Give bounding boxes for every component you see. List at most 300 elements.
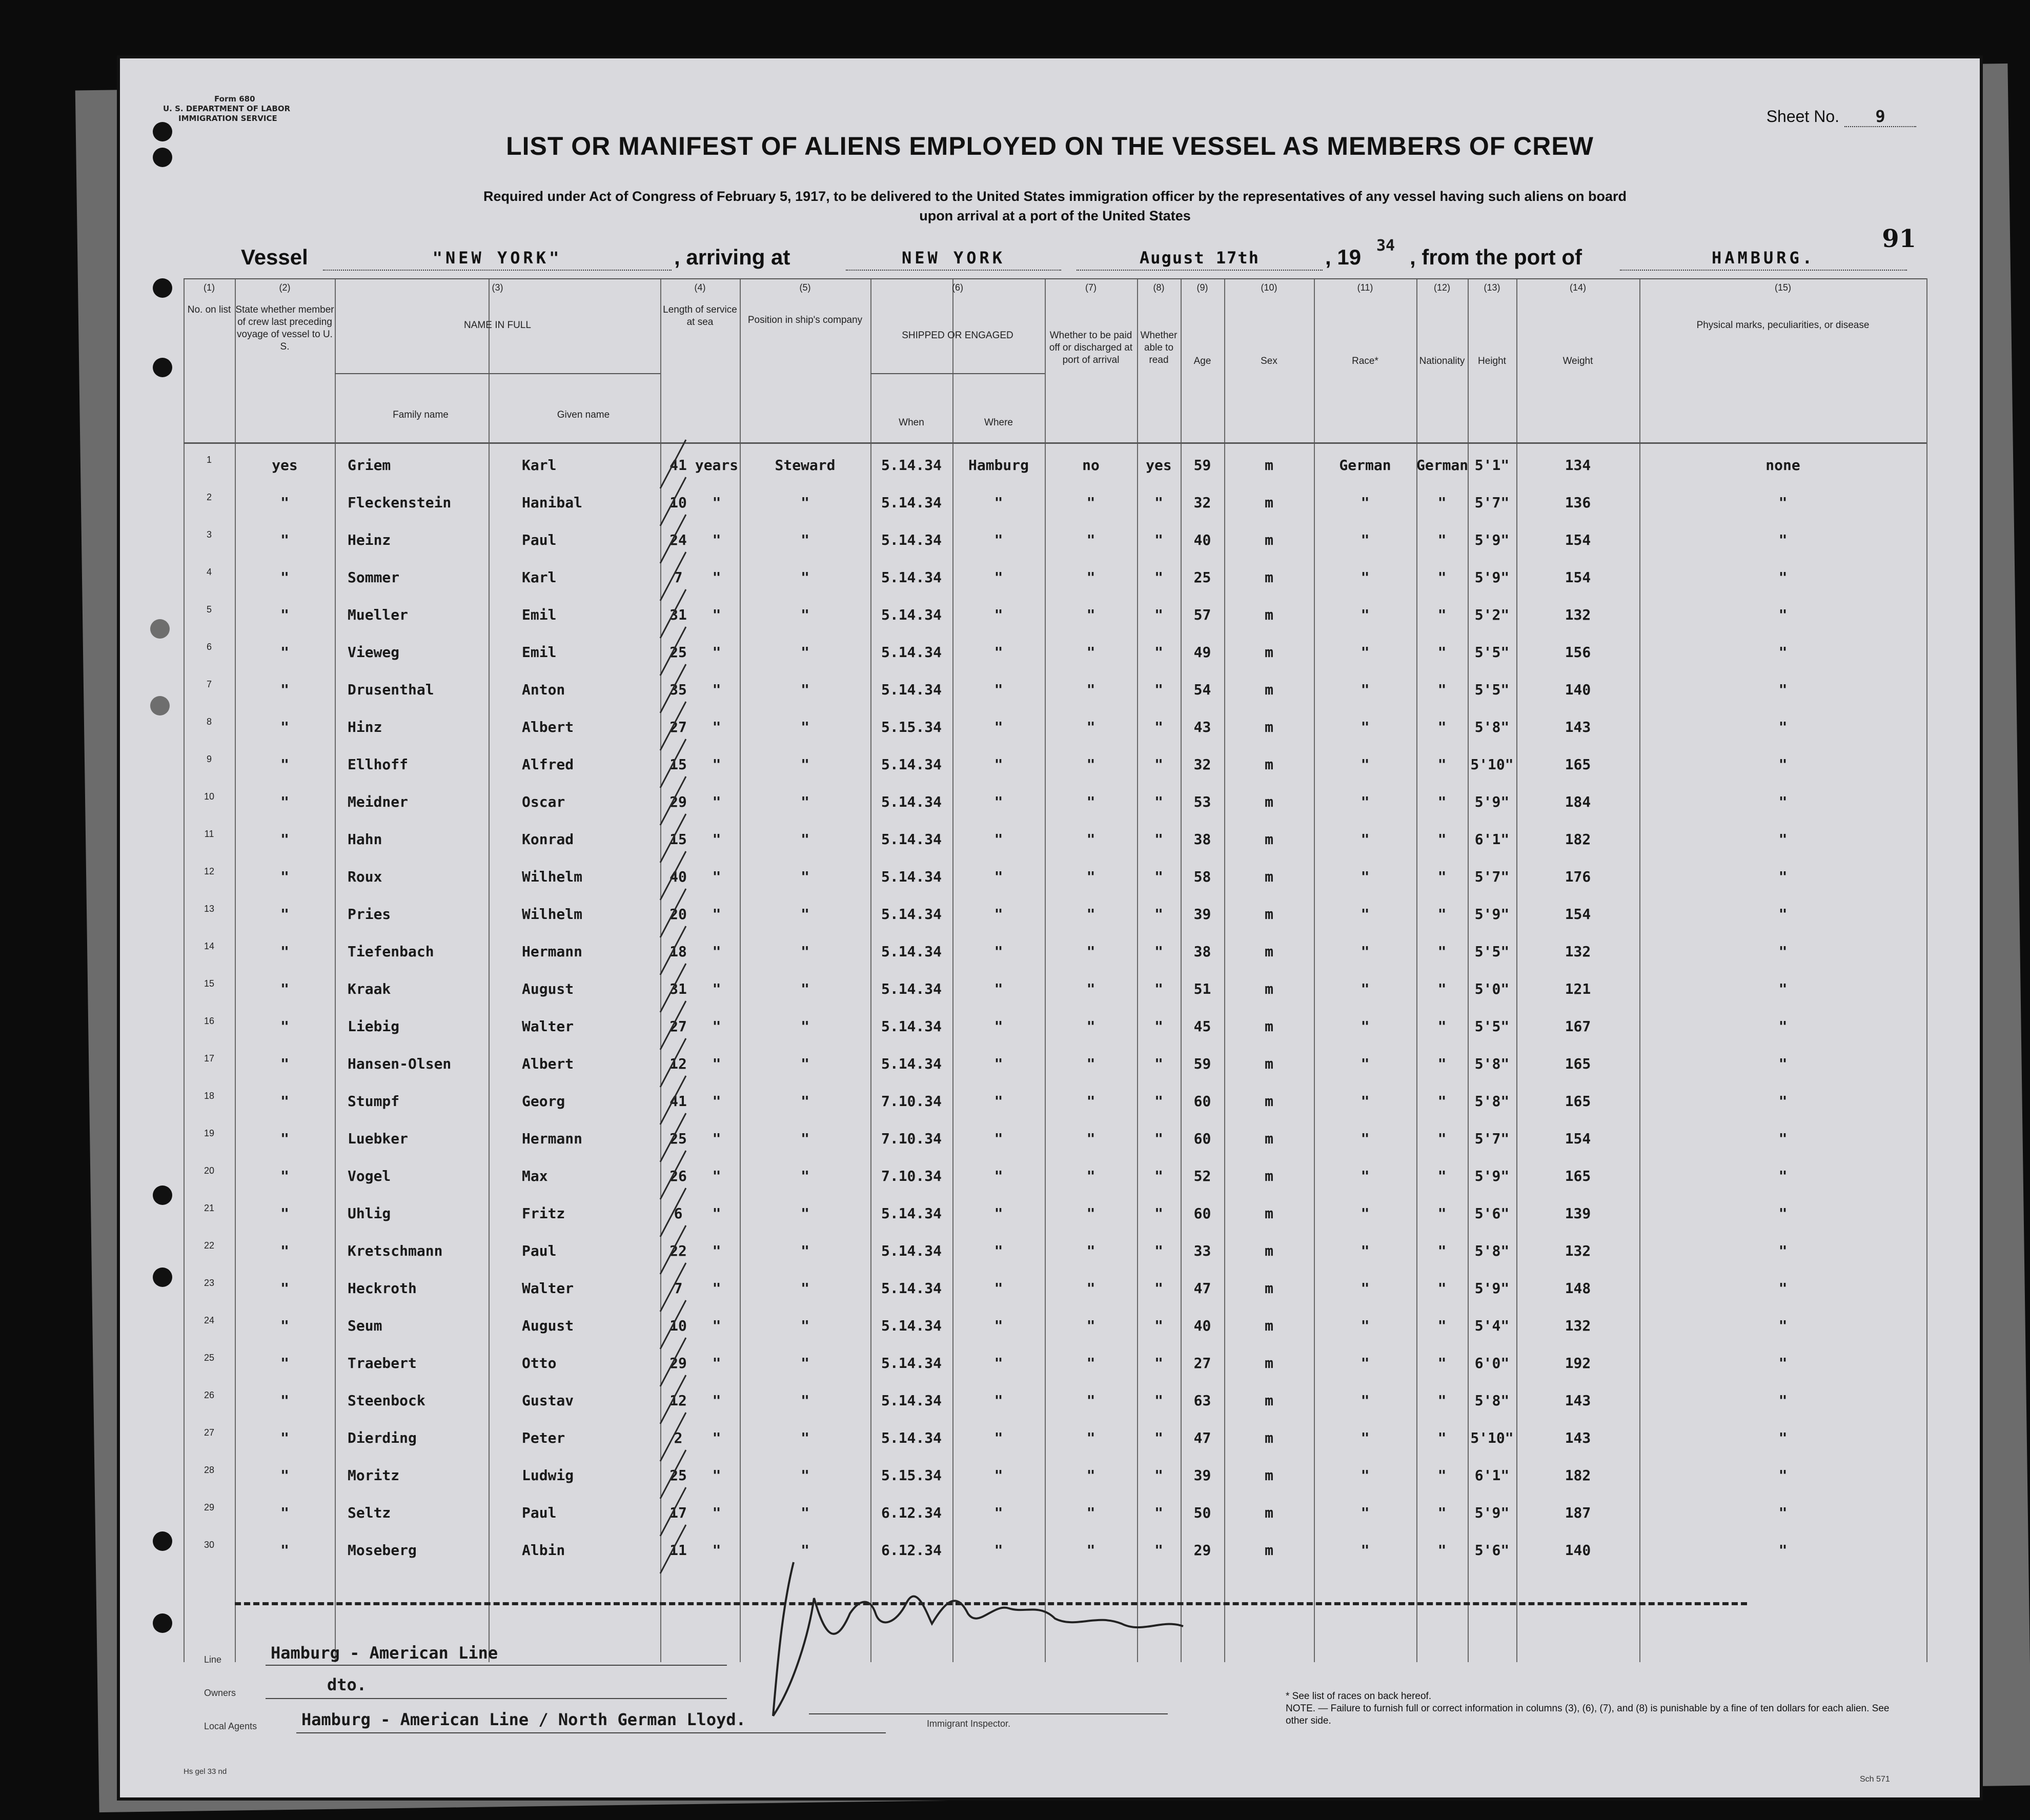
- shipped-where-cell: ": [994, 756, 1003, 773]
- weight-cell: 140: [1565, 1542, 1591, 1559]
- header-weight: Weight: [1562, 356, 1593, 366]
- service-cell: 15: [669, 756, 687, 773]
- race-cell: ": [1361, 606, 1370, 623]
- crew-row: [184, 975, 1926, 1012]
- family-name-cell: Heckroth: [348, 1280, 417, 1297]
- nationality-cell: German: [1416, 457, 1469, 474]
- crew-row: [184, 1200, 1926, 1237]
- able-to-read-cell: ": [1154, 1205, 1163, 1222]
- shipped-where-cell: ": [994, 719, 1003, 735]
- prev-voyage-cell: ": [280, 494, 289, 511]
- prev-voyage-cell: ": [280, 1130, 289, 1147]
- header-paid-off: Whether to be paid off or discharged at port of arrival: [1049, 330, 1133, 365]
- row-number: 15: [204, 978, 215, 989]
- shipped-when-cell: 5.14.34: [881, 868, 942, 885]
- crew-row: [184, 1237, 1926, 1274]
- race-cell: ": [1361, 1317, 1370, 1334]
- given-name-cell: Walter: [522, 1018, 574, 1035]
- prev-voyage-cell: ": [280, 793, 289, 810]
- age-cell: 54: [1193, 681, 1211, 698]
- prev-voyage-cell: ": [280, 681, 289, 698]
- physical-marks-cell: ": [1778, 719, 1788, 735]
- weight-cell: 154: [1565, 531, 1591, 548]
- shipped-where-cell: ": [994, 1317, 1003, 1334]
- shipped-where-cell: ": [994, 1429, 1003, 1446]
- family-name-cell: Moritz: [348, 1467, 400, 1484]
- sex-cell: m: [1265, 868, 1273, 885]
- row-number: 12: [204, 866, 215, 876]
- shipped-where-cell: ": [994, 1093, 1003, 1110]
- col-9-number: (9): [1196, 282, 1208, 293]
- weight-cell: 139: [1565, 1205, 1591, 1222]
- nationality-cell: ": [1437, 1317, 1447, 1334]
- service-unit-cell: ": [712, 1392, 721, 1409]
- paid-off-cell: ": [1086, 644, 1095, 661]
- service-unit-cell: ": [712, 943, 721, 960]
- crew-row: [184, 489, 1926, 526]
- race-cell: ": [1361, 1018, 1370, 1035]
- position-cell: ": [801, 1504, 809, 1521]
- col-8-number: (8): [1153, 282, 1165, 293]
- physical-marks-cell: ": [1778, 681, 1788, 698]
- shipped-when-cell: 5.14.34: [881, 831, 942, 848]
- header-height: Height: [1478, 356, 1506, 366]
- shipped-where-cell: ": [994, 980, 1003, 997]
- given-name-cell: Wilhelm: [522, 906, 583, 923]
- shipped-when-cell: 7.10.34: [881, 1093, 942, 1110]
- sex-cell: m: [1265, 1392, 1273, 1409]
- service-cell: 15: [669, 831, 687, 848]
- prev-voyage-cell: ": [280, 1392, 289, 1409]
- able-to-read-cell: ": [1154, 1504, 1163, 1521]
- shipped-when-cell: 5.14.34: [881, 1355, 942, 1372]
- physical-marks-cell: ": [1778, 831, 1788, 848]
- age-cell: 59: [1193, 1055, 1211, 1072]
- physical-marks-cell: ": [1778, 1467, 1788, 1484]
- age-cell: 50: [1193, 1504, 1211, 1521]
- shipped-when-cell: 5.15.34: [881, 1467, 942, 1484]
- given-name-cell: Fritz: [522, 1205, 565, 1222]
- col-15-number: (15): [1774, 282, 1791, 293]
- able-to-read-cell: ": [1154, 1018, 1163, 1035]
- family-name-cell: Fleckenstein: [348, 494, 452, 511]
- family-name-cell: Vogel: [348, 1168, 391, 1184]
- family-name-cell: Stumpf: [348, 1093, 400, 1110]
- prev-voyage-cell: ": [280, 1205, 289, 1222]
- weight-cell: 143: [1565, 719, 1591, 735]
- header-name-in-full: NAME IN FULL: [464, 320, 531, 331]
- inspector-signature: [763, 1521, 1224, 1736]
- arriving-label: , arriving at: [674, 245, 790, 269]
- col-3-number: (3): [492, 282, 503, 293]
- physical-marks-cell: ": [1778, 1355, 1788, 1372]
- shipped-when-cell: 5.14.34: [881, 980, 942, 997]
- service-cell: 31: [669, 980, 687, 997]
- crew-row: [184, 1462, 1926, 1499]
- able-to-read-cell: ": [1154, 1130, 1163, 1147]
- header-length-of-service: Length of service at sea: [663, 304, 737, 328]
- given-name-cell: Paul: [522, 531, 557, 548]
- service-cell: 27: [669, 1018, 687, 1035]
- prev-voyage-cell: ": [280, 1504, 289, 1521]
- weight-cell: 143: [1565, 1429, 1591, 1446]
- family-name-cell: Dierding: [348, 1429, 417, 1446]
- header-able-to-read: Whether able to read: [1140, 330, 1178, 365]
- position-cell: Steward: [775, 457, 836, 474]
- able-to-read-cell: ": [1154, 793, 1163, 810]
- shipped-when-cell: 5.14.34: [881, 681, 942, 698]
- family-name-cell: Seltz: [348, 1504, 391, 1521]
- service-cell: 10: [669, 1317, 687, 1334]
- sex-cell: m: [1265, 1280, 1273, 1297]
- physical-marks-cell: ": [1778, 1504, 1788, 1521]
- service-cell: 26: [669, 1168, 687, 1184]
- weight-cell: 121: [1565, 980, 1591, 997]
- sex-cell: m: [1265, 1429, 1273, 1446]
- physical-marks-cell: ": [1778, 906, 1788, 923]
- weight-cell: 154: [1565, 1130, 1591, 1147]
- row-number: 7: [206, 679, 212, 689]
- race-cell: ": [1361, 943, 1370, 960]
- height-cell: 5'7": [1474, 868, 1510, 885]
- header-where: Where: [984, 417, 1013, 428]
- row-number: 18: [204, 1091, 215, 1101]
- age-cell: 47: [1193, 1280, 1211, 1297]
- family-name-cell: Uhlig: [348, 1205, 391, 1222]
- height-cell: 5'9": [1474, 1280, 1510, 1297]
- service-cell: 7: [674, 569, 683, 586]
- footer-note: [1286, 1690, 1901, 1727]
- service-unit-cell: ": [712, 1467, 721, 1484]
- department-label: U. S. DEPARTMENT OF LABOR: [163, 104, 291, 113]
- nationality-cell: ": [1437, 1055, 1447, 1072]
- age-cell: 32: [1193, 494, 1211, 511]
- physical-marks-cell: ": [1778, 1542, 1788, 1559]
- paid-off-cell: ": [1086, 906, 1095, 923]
- paid-off-cell: ": [1086, 793, 1095, 810]
- service-unit-cell: ": [712, 1280, 721, 1297]
- weight-cell: 148: [1565, 1280, 1591, 1297]
- service-unit-cell: ": [712, 1018, 721, 1035]
- height-cell: 5'8": [1474, 1242, 1510, 1259]
- paid-off-cell: ": [1086, 1055, 1095, 1072]
- paid-off-cell: ": [1086, 868, 1095, 885]
- height-cell: 5'7": [1474, 1130, 1510, 1147]
- binder-hole: [153, 278, 172, 298]
- race-cell: ": [1361, 1392, 1370, 1409]
- weight-cell: 182: [1565, 1467, 1591, 1484]
- crew-row: [184, 788, 1926, 825]
- given-name-cell: Wilhelm: [522, 868, 583, 885]
- header-position: Position in ship's company: [747, 315, 863, 325]
- family-name-cell: Heinz: [348, 531, 391, 548]
- page-number: 91: [1882, 224, 1916, 253]
- shipped-when-cell: 6.12.34: [881, 1504, 942, 1521]
- service-unit-cell: ": [712, 868, 721, 885]
- prev-voyage-cell: ": [280, 1093, 289, 1110]
- service-unit-cell: ": [712, 531, 721, 548]
- service-unit-cell: ": [712, 1242, 721, 1259]
- age-cell: 47: [1193, 1429, 1211, 1446]
- service-cell: 35: [669, 681, 687, 698]
- arriving-port: NEW YORK: [846, 248, 1061, 271]
- physical-marks-cell: ": [1778, 1429, 1788, 1446]
- service-unit-cell: ": [712, 1055, 721, 1072]
- position-cell: ": [801, 494, 809, 511]
- sex-cell: m: [1265, 1018, 1273, 1035]
- prev-voyage-cell: ": [280, 1542, 289, 1559]
- family-name-cell: Hansen-Olsen: [348, 1055, 452, 1072]
- age-cell: 25: [1193, 569, 1211, 586]
- nationality-cell: ": [1437, 793, 1447, 810]
- sex-cell: m: [1265, 831, 1273, 848]
- given-name-cell: Emil: [522, 606, 557, 623]
- weight-cell: 187: [1565, 1504, 1591, 1521]
- position-cell: ": [801, 756, 809, 773]
- paid-off-cell: ": [1086, 1018, 1095, 1035]
- age-cell: 60: [1193, 1205, 1211, 1222]
- position-cell: ": [801, 1317, 809, 1334]
- height-cell: 5'8": [1474, 1392, 1510, 1409]
- service-cell: 27: [669, 719, 687, 735]
- row-number: 11: [204, 829, 214, 839]
- shipped-when-cell: 6.12.34: [881, 1542, 942, 1559]
- physical-marks-cell: ": [1778, 1018, 1788, 1035]
- given-name-cell: August: [522, 1317, 574, 1334]
- nationality-cell: ": [1437, 1504, 1447, 1521]
- prev-voyage-cell: ": [280, 868, 289, 885]
- service-unit-cell: ": [712, 494, 721, 511]
- able-to-read-cell: ": [1154, 868, 1163, 885]
- weight-cell: 154: [1565, 906, 1591, 923]
- paid-off-cell: ": [1086, 1093, 1095, 1110]
- row-number: 17: [204, 1053, 215, 1064]
- height-cell: 5'5": [1474, 681, 1510, 698]
- sex-cell: m: [1265, 1242, 1273, 1259]
- height-cell: 5'8": [1474, 1055, 1510, 1072]
- sex-cell: m: [1265, 531, 1273, 548]
- able-to-read-cell: ": [1154, 1168, 1163, 1184]
- weight-cell: 192: [1565, 1355, 1591, 1372]
- able-to-read-cell: ": [1154, 531, 1163, 548]
- height-cell: 5'9": [1474, 1504, 1510, 1521]
- age-cell: 60: [1193, 1130, 1211, 1147]
- given-name-cell: Gustav: [522, 1392, 574, 1409]
- col-6-number: (6): [952, 282, 963, 293]
- position-cell: ": [801, 1205, 809, 1222]
- service-cell: 29: [669, 1355, 687, 1372]
- binder-hole: [153, 1267, 172, 1287]
- paid-off-cell: ": [1086, 719, 1095, 735]
- weight-cell: 132: [1565, 1242, 1591, 1259]
- physical-marks-cell: ": [1778, 980, 1788, 997]
- nationality-cell: ": [1437, 1018, 1447, 1035]
- shipped-when-cell: 5.14.34: [881, 906, 942, 923]
- able-to-read-cell: ": [1154, 1429, 1163, 1446]
- height-cell: 5'6": [1474, 1205, 1510, 1222]
- able-to-read-cell: ": [1154, 494, 1163, 511]
- race-cell: ": [1361, 681, 1370, 698]
- height-cell: 5'8": [1474, 1093, 1510, 1110]
- given-name-cell: Karl: [522, 457, 557, 474]
- header-age: Age: [1193, 356, 1211, 366]
- race-cell: German: [1339, 457, 1391, 474]
- able-to-read-cell: ": [1154, 1542, 1163, 1559]
- service-unit-cell: ": [712, 1429, 721, 1446]
- service-cell: 41: [669, 457, 687, 474]
- age-cell: 51: [1193, 980, 1211, 997]
- owners-label: Owners: [204, 1688, 236, 1698]
- race-cell: ": [1361, 980, 1370, 997]
- height-cell: 5'4": [1474, 1317, 1510, 1334]
- prev-voyage-cell: ": [280, 644, 289, 661]
- height-cell: 5'0": [1474, 980, 1510, 997]
- given-name-cell: Albert: [522, 1055, 574, 1072]
- able-to-read-cell: ": [1154, 1242, 1163, 1259]
- weight-cell: 136: [1565, 494, 1591, 511]
- service-cell: 31: [669, 606, 687, 623]
- race-cell: ": [1361, 569, 1370, 586]
- sex-cell: m: [1265, 644, 1273, 661]
- shipped-where-cell: ": [994, 906, 1003, 923]
- row-number: 6: [206, 642, 212, 652]
- col-5-number: (5): [799, 282, 811, 293]
- age-cell: 40: [1193, 531, 1211, 548]
- crew-row: [184, 713, 1926, 750]
- sex-cell: m: [1265, 793, 1273, 810]
- race-cell: ": [1361, 531, 1370, 548]
- weight-cell: 165: [1565, 756, 1591, 773]
- nationality-cell: ": [1437, 756, 1447, 773]
- age-cell: 39: [1193, 906, 1211, 923]
- sex-cell: m: [1265, 1355, 1273, 1372]
- height-cell: 5'9": [1474, 906, 1510, 923]
- col-2-number: (2): [279, 282, 291, 293]
- given-name-cell: Paul: [522, 1504, 557, 1521]
- weight-cell: 182: [1565, 831, 1591, 848]
- race-cell: ": [1361, 756, 1370, 773]
- height-cell: 5'9": [1474, 531, 1510, 548]
- position-cell: ": [801, 831, 809, 848]
- race-cell: ": [1361, 1055, 1370, 1072]
- service-unit-cell: ": [712, 1093, 721, 1110]
- given-name-cell: Walter: [522, 1280, 574, 1297]
- family-name-cell: Sommer: [348, 569, 400, 586]
- given-name-cell: Albin: [522, 1542, 565, 1559]
- nationality-cell: ": [1437, 943, 1447, 960]
- nationality-cell: ": [1437, 868, 1447, 885]
- weight-cell: 165: [1565, 1168, 1591, 1184]
- crew-row: [184, 1275, 1926, 1312]
- family-name-cell: Hinz: [348, 719, 382, 735]
- crew-row: [184, 826, 1926, 863]
- paid-off-cell: ": [1086, 1130, 1095, 1147]
- year-suffix: 34: [1376, 237, 1395, 255]
- family-name-cell: Hahn: [348, 831, 382, 848]
- sheet-label: Sheet No.: [1766, 107, 1839, 126]
- paid-off-cell: ": [1086, 943, 1095, 960]
- crew-row: [184, 564, 1926, 601]
- race-cell: ": [1361, 1130, 1370, 1147]
- age-cell: 60: [1193, 1093, 1211, 1110]
- nationality-cell: ": [1437, 1280, 1447, 1297]
- race-cell: ": [1361, 1429, 1370, 1446]
- row-number: 20: [204, 1165, 215, 1176]
- family-name-cell: Roux: [348, 868, 382, 885]
- shipped-where-cell: ": [994, 644, 1003, 661]
- sex-cell: m: [1265, 1467, 1273, 1484]
- fine-note: NOTE. — Failure to furnish full or correct information in columns (3), (6), (7), and (8) is punishable by a fine of ten dollars for each alien. See other side.: [1286, 1703, 1890, 1726]
- shipped-when-cell: 5.14.34: [881, 457, 942, 474]
- grid-line: [184, 278, 1926, 279]
- service-unit-cell: ": [712, 644, 721, 661]
- weight-cell: 132: [1565, 606, 1591, 623]
- race-cell: ": [1361, 494, 1370, 511]
- nationality-cell: ": [1437, 1429, 1447, 1446]
- service-cell: 12: [669, 1392, 687, 1409]
- family-name-cell: Vieweg: [348, 644, 400, 661]
- age-cell: 38: [1193, 831, 1211, 848]
- page-title: LIST OR MANIFEST OF ALIENS EMPLOYED ON THE VESSEL AS MEMBERS OF CREW: [506, 132, 1594, 160]
- nationality-cell: ": [1437, 980, 1447, 997]
- crew-row: [184, 1387, 1926, 1424]
- sex-cell: m: [1265, 719, 1273, 735]
- row-number: 27: [204, 1427, 215, 1438]
- height-cell: 5'8": [1474, 719, 1510, 735]
- race-cell: ": [1361, 719, 1370, 735]
- weight-cell: 165: [1565, 1055, 1591, 1072]
- family-name-cell: Traebert: [348, 1355, 417, 1372]
- position-cell: ": [801, 1355, 809, 1372]
- service-cell: 11: [669, 1542, 687, 1559]
- nationality-cell: ": [1437, 569, 1447, 586]
- nationality-cell: ": [1437, 1355, 1447, 1372]
- col-12-number: (12): [1433, 282, 1450, 293]
- able-to-read-cell: ": [1154, 1055, 1163, 1072]
- shipped-where-cell: Hamburg: [968, 457, 1029, 474]
- position-cell: ": [801, 1055, 809, 1072]
- shipped-when-cell: 5.14.34: [881, 1280, 942, 1297]
- col-4-number: (4): [694, 282, 706, 293]
- nationality-cell: ": [1437, 1542, 1447, 1559]
- given-name-cell: Hermann: [522, 943, 583, 960]
- position-cell: ": [801, 906, 809, 923]
- position-cell: ": [801, 569, 809, 586]
- family-name-cell: Kraak: [348, 980, 391, 997]
- sex-cell: m: [1265, 606, 1273, 623]
- crew-row: [184, 1088, 1926, 1124]
- position-cell: ": [801, 606, 809, 623]
- physical-marks-cell: ": [1778, 793, 1788, 810]
- crew-row: [184, 751, 1926, 788]
- grid-line: [870, 373, 1045, 374]
- position-cell: ": [801, 1018, 809, 1035]
- race-cell: ": [1361, 1504, 1370, 1521]
- row-number: 23: [204, 1278, 215, 1288]
- race-cell: ": [1361, 1280, 1370, 1297]
- race-cell: ": [1361, 1242, 1370, 1259]
- race-cell: ": [1361, 1355, 1370, 1372]
- given-name-cell: Oscar: [522, 793, 565, 810]
- nationality-cell: ": [1437, 1392, 1447, 1409]
- service-unit-cell: ": [712, 1168, 721, 1184]
- weight-cell: 143: [1565, 1392, 1591, 1409]
- row-number: 22: [204, 1240, 215, 1251]
- row-number: 28: [204, 1465, 215, 1475]
- prev-voyage-cell: ": [280, 719, 289, 735]
- col-14-number: (14): [1569, 282, 1586, 293]
- shipped-when-cell: 5.14.34: [881, 1018, 942, 1035]
